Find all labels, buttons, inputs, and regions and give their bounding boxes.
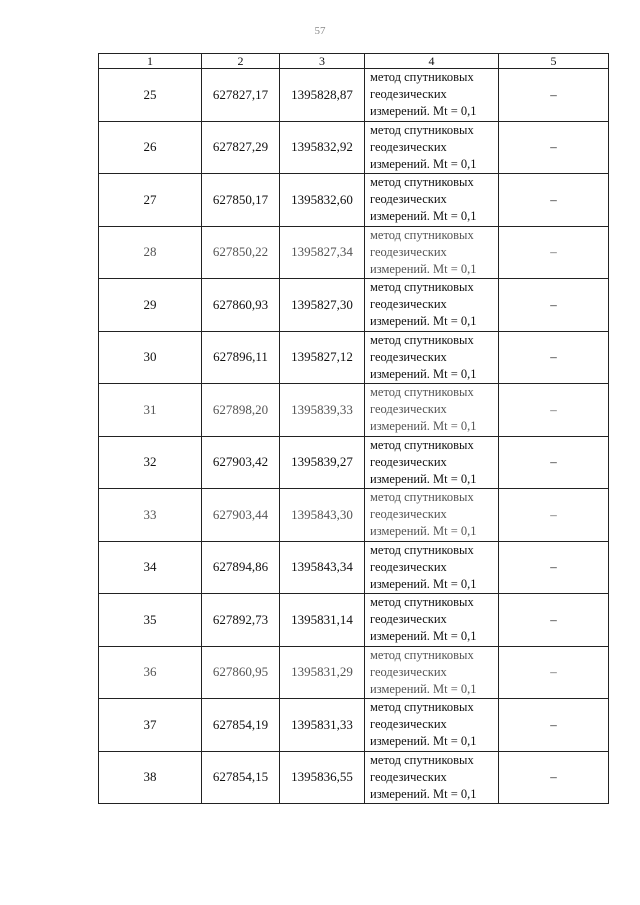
method-line-1: метод спутниковых (370, 280, 474, 295)
extra-cell: – (499, 699, 609, 752)
method-line-3: измерений. Mt = 0,1 (370, 419, 477, 434)
table-row (99, 489, 609, 542)
point-number-cell: 36 (99, 646, 202, 699)
method-cell (365, 489, 499, 542)
method-cell (365, 699, 499, 752)
x-coordinate-cell: 627860,93 (202, 279, 280, 332)
method-cell (365, 174, 499, 227)
method-line-3: измерений. Mt = 0,1 (370, 629, 477, 644)
extra-cell: – (499, 541, 609, 594)
extra-cell: – (499, 226, 609, 279)
table-row (99, 541, 609, 594)
method-cell (365, 226, 499, 279)
method-line-3: измерений. Mt = 0,1 (370, 156, 477, 171)
x-coordinate-cell: 627903,42 (202, 436, 280, 489)
x-coordinate-cell: 627898,20 (202, 384, 280, 437)
extra-cell: – (499, 69, 609, 122)
method-cell (365, 541, 499, 594)
method-line-2: геодезических (370, 559, 447, 574)
x-coordinate-cell: 627854,19 (202, 699, 280, 752)
extra-cell: – (499, 121, 609, 174)
method-cell (365, 279, 499, 332)
extra-cell: – (499, 174, 609, 227)
method-cell (365, 121, 499, 174)
x-coordinate-cell: 627903,44 (202, 489, 280, 542)
extra-cell: – (499, 331, 609, 384)
x-coordinate-cell: 627896,11 (202, 331, 280, 384)
point-number-cell: 27 (99, 174, 202, 227)
extra-cell: – (499, 279, 609, 332)
method-line-1: метод спутниковых (370, 700, 474, 715)
table-row (99, 121, 609, 174)
method-line-2: геодезических (370, 717, 447, 732)
extra-cell: – (499, 384, 609, 437)
table-row (99, 279, 609, 332)
column-header-number: 1 (99, 54, 202, 69)
extra-cell: – (499, 751, 609, 804)
point-number-cell: 26 (99, 121, 202, 174)
method-cell (365, 436, 499, 489)
column-header-y: 3 (280, 54, 365, 69)
method-line-1: метод спутниковых (370, 175, 474, 190)
method-cell (365, 646, 499, 699)
method-line-3: измерений. Mt = 0,1 (370, 261, 477, 276)
method-line-1: метод спутниковых (370, 437, 474, 452)
method-line-2: геодезических (370, 769, 447, 784)
method-line-2: геодезических (370, 612, 447, 627)
method-line-1: метод спутниковых (370, 595, 474, 610)
method-line-3: измерений. Mt = 0,1 (370, 104, 477, 119)
method-line-1: метод спутниковых (370, 647, 474, 662)
x-coordinate-cell: 627892,73 (202, 594, 280, 647)
point-number-cell: 29 (99, 279, 202, 332)
point-number-cell: 25 (99, 69, 202, 122)
x-coordinate-cell: 627854,15 (202, 751, 280, 804)
method-cell (365, 384, 499, 437)
page-number: 57 (314, 25, 326, 37)
method-line-1: метод спутниковых (370, 385, 474, 400)
table-row (99, 384, 609, 437)
point-number-cell: 38 (99, 751, 202, 804)
y-coordinate-cell: 1395839,33 (280, 384, 365, 437)
method-line-2: геодезических (370, 507, 447, 522)
method-line-2: геодезических (370, 297, 447, 312)
y-coordinate-cell: 1395827,34 (280, 226, 365, 279)
x-coordinate-cell: 627827,17 (202, 69, 280, 122)
table-row (99, 646, 609, 699)
extra-cell: – (499, 646, 609, 699)
method-line-2: геодезических (370, 402, 447, 417)
method-line-2: геодезических (370, 139, 447, 154)
table-row (99, 751, 609, 804)
point-number-cell: 37 (99, 699, 202, 752)
method-line-2: геодезических (370, 192, 447, 207)
method-line-3: измерений. Mt = 0,1 (370, 209, 477, 224)
y-coordinate-cell: 1395831,14 (280, 594, 365, 647)
method-line-3: измерений. Mt = 0,1 (370, 314, 477, 329)
method-line-1: метод спутниковых (370, 490, 474, 505)
y-coordinate-cell: 1395836,55 (280, 751, 365, 804)
y-coordinate-cell: 1395827,12 (280, 331, 365, 384)
y-coordinate-cell: 1395832,92 (280, 121, 365, 174)
y-coordinate-cell: 1395827,30 (280, 279, 365, 332)
x-coordinate-cell: 627894,86 (202, 541, 280, 594)
y-coordinate-cell: 1395831,29 (280, 646, 365, 699)
y-coordinate-cell: 1395832,60 (280, 174, 365, 227)
method-line-3: измерений. Mt = 0,1 (370, 366, 477, 381)
header-row (99, 54, 609, 69)
method-cell (365, 751, 499, 804)
extra-cell: – (499, 436, 609, 489)
method-line-2: геодезических (370, 244, 447, 259)
table-row (99, 69, 609, 122)
method-cell (365, 69, 499, 122)
method-line-3: измерений. Mt = 0,1 (370, 734, 477, 749)
point-number-cell: 28 (99, 226, 202, 279)
method-line-3: измерений. Mt = 0,1 (370, 471, 477, 486)
x-coordinate-cell: 627850,17 (202, 174, 280, 227)
table-row (99, 699, 609, 752)
extra-cell: – (499, 594, 609, 647)
method-line-1: метод спутниковых (370, 70, 474, 85)
point-number-cell: 35 (99, 594, 202, 647)
method-cell (365, 594, 499, 647)
y-coordinate-cell: 1395831,33 (280, 699, 365, 752)
point-number-cell: 30 (99, 331, 202, 384)
method-line-3: измерений. Mt = 0,1 (370, 524, 477, 539)
table-body (99, 54, 609, 804)
method-line-2: геодезических (370, 87, 447, 102)
extra-cell: – (499, 489, 609, 542)
method-line-2: геодезических (370, 664, 447, 679)
method-line-2: геодезических (370, 349, 447, 364)
method-line-2: геодезических (370, 454, 447, 469)
method-line-1: метод спутниковых (370, 332, 474, 347)
point-number-cell: 32 (99, 436, 202, 489)
y-coordinate-cell: 1395828,87 (280, 69, 365, 122)
method-line-1: метод спутниковых (370, 752, 474, 767)
point-number-cell: 33 (99, 489, 202, 542)
y-coordinate-cell: 1395843,34 (280, 541, 365, 594)
table-row (99, 331, 609, 384)
x-coordinate-cell: 627860,95 (202, 646, 280, 699)
table-row (99, 174, 609, 227)
y-coordinate-cell: 1395843,30 (280, 489, 365, 542)
column-header-extra: 5 (499, 54, 609, 69)
method-line-1: метод спутниковых (370, 542, 474, 557)
coordinates-table (98, 53, 609, 804)
x-coordinate-cell: 627850,22 (202, 226, 280, 279)
method-line-3: измерений. Mt = 0,1 (370, 576, 477, 591)
point-number-cell: 34 (99, 541, 202, 594)
method-line-1: метод спутниковых (370, 227, 474, 242)
table-row (99, 436, 609, 489)
table-row (99, 594, 609, 647)
point-number-cell: 31 (99, 384, 202, 437)
x-coordinate-cell: 627827,29 (202, 121, 280, 174)
method-line-3: измерений. Mt = 0,1 (370, 786, 477, 801)
column-header-x: 2 (202, 54, 280, 69)
method-cell (365, 331, 499, 384)
method-line-3: измерений. Mt = 0,1 (370, 681, 477, 696)
method-line-1: метод спутниковых (370, 122, 474, 137)
table-row (99, 226, 609, 279)
y-coordinate-cell: 1395839,27 (280, 436, 365, 489)
column-header-method: 4 (365, 54, 499, 69)
